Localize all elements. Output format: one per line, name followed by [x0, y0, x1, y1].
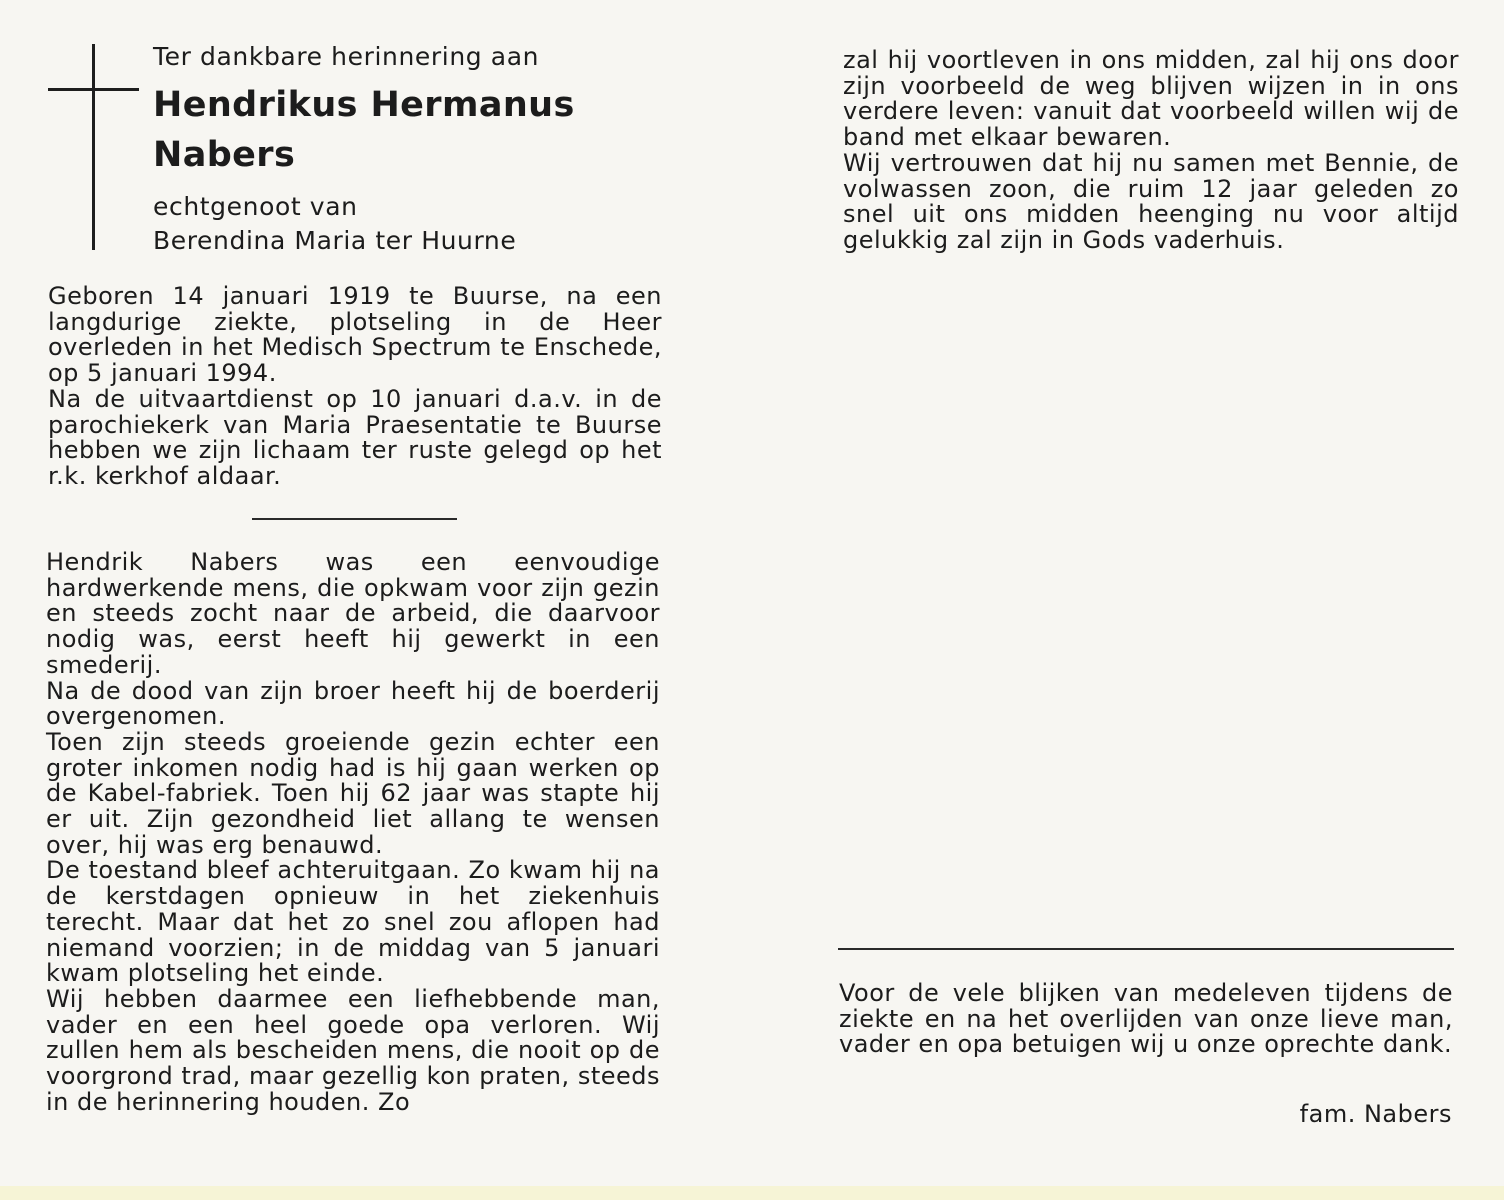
family-signature: fam. Nabers [1299, 1100, 1452, 1128]
spouse-label: echtgenoot van [153, 192, 358, 221]
thanks-paragraph: Voor de vele blijken van medeleven tijdens de ziekte en na het overlijden van onze lieve man, vader en opa betuigen wij u onze oprechte dank. [839, 979, 1453, 1059]
funeral-paragraph: Na de uitvaartdienst op 10 januari d.a.v. in de parochiekerk van Maria Praesentatie te Buurse hebben we zijn lichaam ter ruste gelegd op het r.k. kerkhof aldaar. [48, 384, 662, 490]
card-edge [0, 1186, 1504, 1200]
biography-paragraph: Toen zijn steeds groeiende gezin echter een groter inkomen nodig had is hij gaan werken op de Kabel-fabriek. Toen hij 62 jaar was stapte hij er uit. Zijn gezondheid liet allang te wensen over, hij was erg benauwd. [46, 727, 660, 859]
thanks-divider [838, 948, 1454, 950]
continuation-paragraph: Wij vertrouwen dat hij nu samen met Bennie, de volwassen zoon, die ruim 12 jaar geleden zo snel uit ons midden heenging nu voor altijd gelukkig zal zijn in Gods vaderhuis. [843, 148, 1459, 254]
thanks-section [839, 981, 1453, 1058]
birth-death-paragraph: Geboren 14 januari 1919 te Buurse, na een langdurige ziekte, plotseling in de Heer overleden in het Medisch Spectrum te Enschede, op 5 januari 1994. [48, 282, 662, 388]
biography-section [46, 550, 660, 1115]
memorial-header [153, 40, 593, 258]
memorial-intro: Ter dankbare herinnering aan [153, 42, 540, 71]
birth-death-section [48, 284, 662, 490]
continuation-section [843, 48, 1459, 254]
deceased-name-line2: Nabers [153, 135, 296, 175]
biography-paragraph: Wij hebben daarmee een liefhebbende man, vader en een heel goede opa verloren. Wij zullen hem als bescheiden mens, die nooit op de voorgrond trad, maar gezellig kon praten, steeds in de herinnering houden. Zo [46, 984, 660, 1116]
cross-icon-bar [48, 88, 139, 91]
section-divider [252, 518, 457, 520]
biography-paragraph: Hendrik Nabers was een eenvoudige hardwerkende mens, die opkwam voor zijn gezin en steeds zocht naar de arbeid, die daarvoor nodig was, eerst heeft hij gewerkt in een smederij. [46, 548, 660, 679]
deceased-name-line1: Hendrikus Hermanus [153, 85, 575, 125]
biography-paragraph: Na de dood van zijn broer heeft hij de boerderij overgenomen. [46, 676, 660, 731]
spouse-name: Berendina Maria ter Huurne [153, 226, 517, 255]
biography-paragraph: De toestand bleef achteruitgaan. Zo kwam hij na de kerstdagen opnieuw in het ziekenhuis terecht. Maar dat het zo snel zou aflopen had niemand voorzien; in de middag van 5 januari kwam plotseling het einde. [46, 856, 660, 988]
cross-icon [92, 44, 95, 250]
continuation-paragraph: zal hij voortleven in ons midden, zal hij ons door zijn voorbeeld de weg blijven wijzen in in ons verdere leven: vanuit dat voorbeeld willen wij de band met elkaar bewaren. [843, 46, 1459, 152]
